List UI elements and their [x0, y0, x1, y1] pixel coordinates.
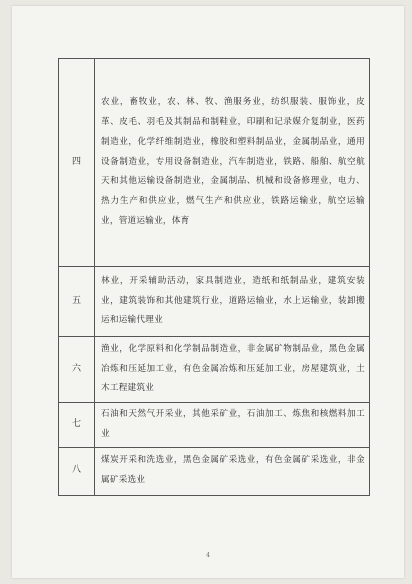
industry-list: 林业，开采辅助活动，家具制造业，造纸和纸制品业，建筑安装业，建筑装饰和其他建筑行业，道路运输业，水上运输业，装卸搬运和运输代理业: [95, 267, 370, 337]
category-number: 八: [59, 447, 95, 495]
category-number: 七: [59, 403, 95, 448]
table-row: [59, 403, 370, 448]
industry-list: 农业，畜牧业，农、林、牧、渔服务业，纺织服装、服饰业，皮革、皮毛、羽毛及其制品和制鞋业，印刷和记录媒介复制业，医药制造业，化学纤维制造业，橡胶和塑料制品业，金属制品业，通用设备制造业，专用设备制造业，汽车制造业，铁路、船舶、航空航天和其他运输设备制造业，金属制品、机械和设备修理业，电力、热力生产和供应业，燃气生产和供应业，铁路运输业，航空运输业，管道运输业，体育: [95, 59, 370, 267]
document-page: [12, 6, 404, 578]
table-row: [59, 267, 370, 337]
table-row: [59, 337, 370, 403]
category-number: 六: [59, 337, 95, 403]
table-row: [59, 447, 370, 495]
industry-list: 煤炭开采和洗选业，黑色金属矿采选业，有色金属矿采选业，非金属矿采选业: [95, 447, 370, 495]
table-row: [59, 59, 370, 267]
category-number: 五: [59, 267, 95, 337]
industry-list: 渔业，化学原料和化学制品制造业，非金属矿物制品业，黑色金属冶炼和压延加工业，有色金属冶炼和压延加工业，房屋建筑业，土木工程建筑业: [95, 337, 370, 403]
industry-category-table: [58, 58, 370, 496]
category-number: 四: [59, 59, 95, 267]
page-number: 4: [206, 552, 210, 559]
industry-list: 石油和天然气开采业，其他采矿业，石油加工、炼焦和核燃料加工业: [95, 403, 370, 448]
